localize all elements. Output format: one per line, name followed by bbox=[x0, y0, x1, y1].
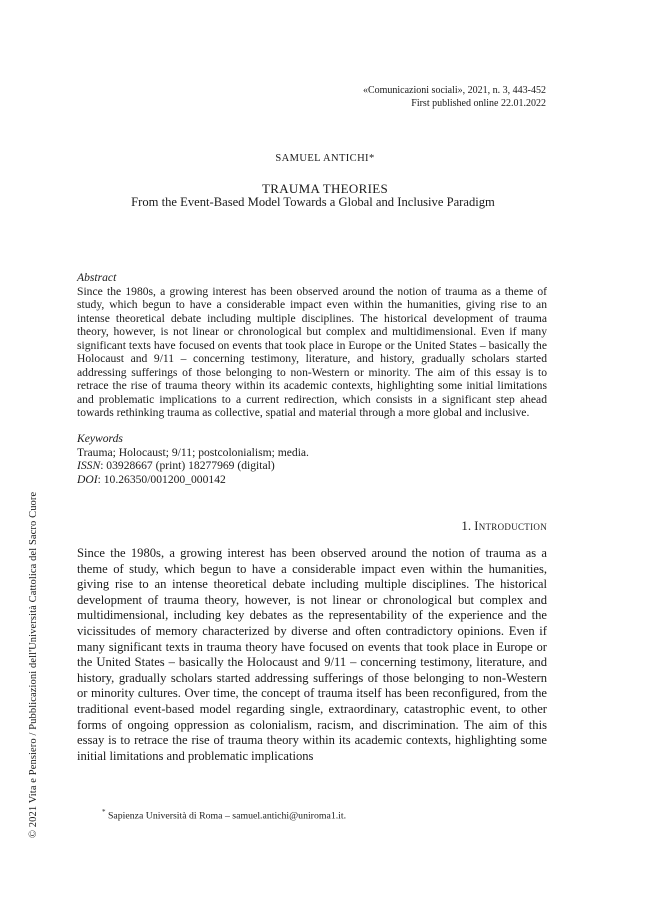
footnote-text: Sapienza Università di Roma – samuel.antichi@uniroma1.it. bbox=[105, 810, 347, 822]
publication-date: First published online 22.01.2022 bbox=[411, 98, 546, 109]
journal-reference bbox=[363, 84, 546, 110]
article-title: TRAUMA THEORIES bbox=[262, 181, 388, 196]
footnote bbox=[102, 808, 346, 821]
keywords-section bbox=[77, 432, 547, 486]
section-title: Introduction bbox=[474, 519, 547, 533]
keywords-list: Trauma; Holocaust; 9/11; postcolonialism; media. bbox=[77, 445, 309, 459]
article-subtitle: From the Event-Based Model Towards a Global and Inclusive Paradigm bbox=[131, 195, 495, 209]
doi-value: : 10.26350/001200_000142 bbox=[97, 472, 226, 486]
footnote-mark: * bbox=[102, 808, 106, 816]
issn-label: ISSN bbox=[77, 459, 101, 472]
section-heading bbox=[461, 518, 547, 534]
doi-line bbox=[77, 473, 547, 487]
abstract-text: Since the 1980s, a growing interest has been observed around the notion of trauma as a theme of study, which begun to have a considerable impact even within the humanities, giving rise to an intense theoretical debate including multiple disciplines. The historical development of trauma theory, however, is not linear or chronological but complex and multidimensional. Even if many significant texts have focused on events that took place in Europe or the United States – basically the Holocaust and 9/11 – concerning testimony, literature, and history, gradually scholars started addressing sufferings of those belonging to non-Western or minority. The aim of this essay is to retrace the rise of trauma theory within its academic contexts, highlighting some initial limitations and problematic implications to a current redirection, which consists in a significant step ahead towards rethinking trauma as collective, spatial and material through a more global and inclusive. bbox=[77, 284, 547, 419]
issn-value: : 03928667 (print) 18277969 (digital) bbox=[100, 459, 275, 472]
abstract-section bbox=[77, 271, 547, 420]
body-paragraph: Since the 1980s, a growing interest has been observed around the notion of trauma as a theme of study, which begun to have a considerable impact even within the humanities, giving rise to an intense theoretical debate including multiple disciplines. The historical development of trauma theory, however, is not linear or chronological but complex and multidimensional, including key debates as the representability of the experience and the vicissitudes of memory characterized by diverse and often contradictory opinions. Even if many significant texts in trauma theory have focused on events that took place in Europe or the United States – basically the Holocaust and 9/11 – concerning testimony, literature, and history, gradually scholars started addressing sufferings of those belonging to non-Western or minority cultures. Over time, the concept of trauma itself has been reconfigured, from the traditional event-based model regarding single, extraordinary, catastrophic event, to other forms of ongoing oppression as colonialism, racism, and discrimination. The aim of this essay is to retrace the rise of trauma theory within its academic contexts, highlighting some initial limitations and problematic implications bbox=[77, 546, 547, 763]
journal-citation: «Comunicazioni sociali», 2021, n. 3, 443-452 bbox=[362, 85, 546, 96]
issn-line bbox=[77, 459, 547, 473]
keywords-heading: Keywords bbox=[77, 432, 123, 445]
section-number: 1. bbox=[461, 518, 472, 533]
doi-label: DOI bbox=[77, 472, 98, 486]
copyright-sidebar: © 2021 Vita e Pensiero / Pubblicazioni dell'Università Cattolica del Sacro Cuore bbox=[28, 491, 39, 838]
abstract-heading: Abstract bbox=[77, 271, 117, 284]
author-name: SAMUEL ANTICHI* bbox=[275, 153, 375, 164]
